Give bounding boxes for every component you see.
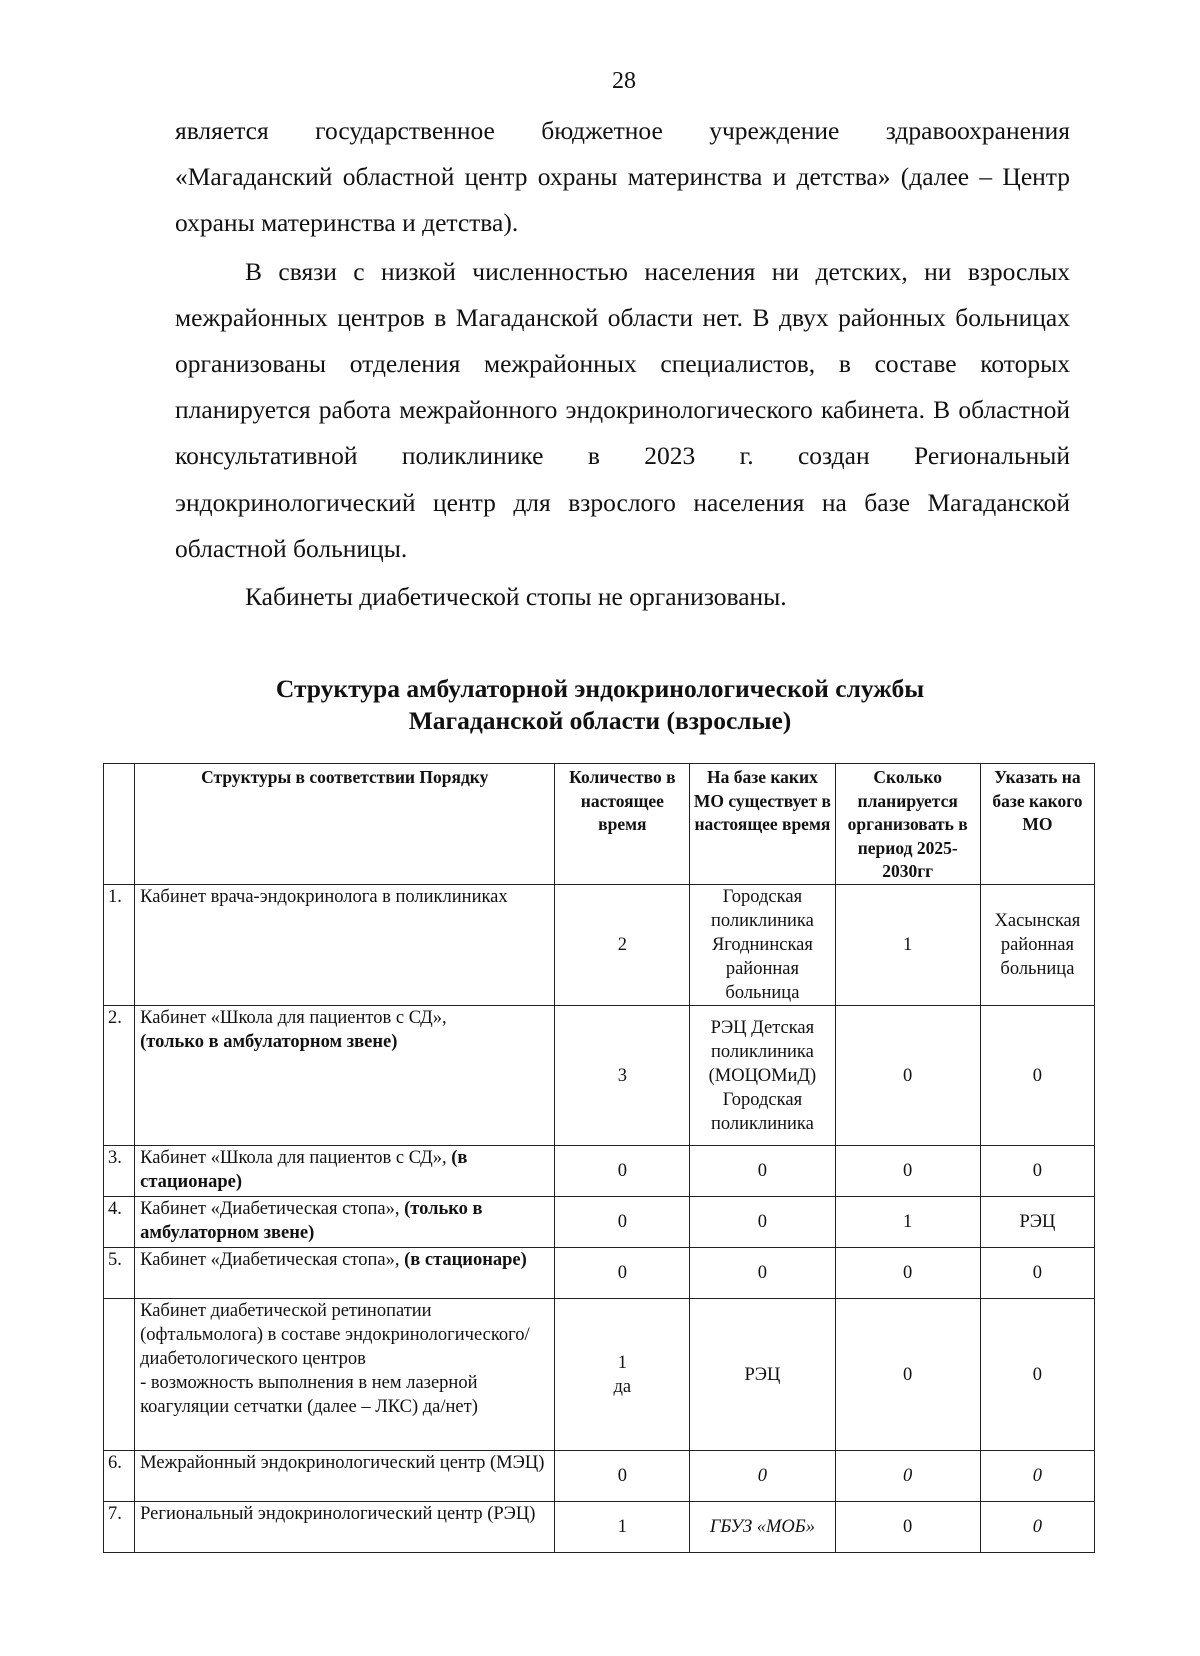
header-num [104, 764, 135, 885]
row-count: 2 [555, 885, 690, 1006]
table-header-row [104, 764, 1095, 885]
row-structure: Региональный эндокринологический центр (РЭЦ) [135, 1502, 555, 1553]
row-base-mo: ГБУЗ «МОБ» [690, 1502, 835, 1553]
row-number [104, 1299, 135, 1451]
body-text [175, 108, 1070, 620]
row-number: 1. [104, 885, 135, 1006]
table-row [104, 1006, 1095, 1146]
row-number: 3. [104, 1146, 135, 1197]
header-base-mo: На базе каких МО существует в настоящее время [690, 764, 835, 885]
row-base-mo: 0 [690, 1451, 835, 1502]
row-number: 7. [104, 1502, 135, 1553]
row-number: 2. [104, 1006, 135, 1146]
table-title-line-2: Магаданской области (взрослые) [408, 706, 792, 735]
row-base-mo: Городская поликлиника Ягоднинская районная больница [690, 885, 835, 1006]
paragraph-foot-cabinets: Кабинеты диабетической стопы не организованы. [245, 582, 787, 612]
row-structure: Межрайонный эндокринологический центр (МЭЦ) [135, 1451, 555, 1502]
row-specify: 0 [980, 1248, 1094, 1299]
row-planned: 1 [835, 1197, 980, 1248]
row-planned: 0 [835, 1006, 980, 1146]
row-planned: 0 [835, 1299, 980, 1451]
row-base-mo: РЭЦ [690, 1299, 835, 1451]
table-row [104, 1299, 1095, 1451]
row-number: 4. [104, 1197, 135, 1248]
row-base-mo: 0 [690, 1197, 835, 1248]
header-specify: Указать на базе какого МО [980, 764, 1094, 885]
row-number: 6. [104, 1451, 135, 1502]
table-title [100, 673, 1100, 737]
row-structure: Кабинет «Школа для пациентов с СД», (только в амбулаторном звене) [135, 1006, 555, 1146]
row-structure: Кабинет врача-эндокринолога в поликлиниках [135, 885, 555, 1006]
row-specify: 0 [980, 1146, 1094, 1197]
row-planned: 0 [835, 1248, 980, 1299]
row-planned: 0 [835, 1451, 980, 1502]
row-specify: Хасынская районная больница [980, 885, 1094, 1006]
row-planned: 0 [835, 1502, 980, 1553]
paragraph-centers: В связи с низкой численностью населения ни детских, ни взрослых межрайонных центров в Магаданской области нет. В двух районных больницах организованы отделения межрайонных специалистов, в составе которых планируется работа межрайонного эндокринологического кабинета. В областной консультативной поликлинике в 2023 г. создан Региональный эндокринологический центр для взрослого населения на базе Магаданской областной больницы. [175, 256, 1070, 563]
row-count: 3 [555, 1006, 690, 1146]
row-specify: 0 [980, 1299, 1094, 1451]
endocrine-structure-table [103, 763, 1095, 1553]
row-structure: Кабинет «Диабетическая стопа», (только в амбулаторном звене) [135, 1197, 555, 1248]
row-number: 5. [104, 1248, 135, 1299]
paragraph-continuation: является государственное бюджетное учреждение здравоохранения «Магаданский областной центр охраны материнства и детства» (далее – Центр охраны материнства и детства). [175, 116, 1070, 238]
row-structure: Кабинет «Школа для пациентов с СД», (в стационаре) [135, 1146, 555, 1197]
row-count: 1 [555, 1502, 690, 1553]
header-count: Количество в настоящее время [555, 764, 690, 885]
header-planned: Сколько планируется организовать в период 2025-2030гг [835, 764, 980, 885]
table-row [104, 1248, 1095, 1299]
row-base-mo: 0 [690, 1146, 835, 1197]
row-structure: Кабинет диабетической ретинопатии (офтальмолога) в составе эндокринологического/диабетологического центров - возможность выполнения в нем лазерной коагуляции сетчатки (далее – ЛКС) да/нет) [135, 1299, 555, 1451]
row-count: 0 [555, 1146, 690, 1197]
row-count: 0 [555, 1197, 690, 1248]
table-row [104, 1197, 1095, 1248]
table-row [104, 885, 1095, 1006]
row-structure: Кабинет «Диабетическая стопа», (в стационаре) [135, 1248, 555, 1299]
row-base-mo: 0 [690, 1248, 835, 1299]
row-planned: 0 [835, 1146, 980, 1197]
table-row [104, 1502, 1095, 1553]
row-count: 0 [555, 1248, 690, 1299]
row-count: 0 [555, 1451, 690, 1502]
table-row [104, 1146, 1095, 1197]
row-specify: 0 [980, 1502, 1094, 1553]
page-number: 28 [612, 68, 636, 94]
table-title-line-1: Структура амбулаторной эндокринологической службы [275, 674, 925, 703]
header-structure: Структуры в соответствии Порядку [135, 764, 555, 885]
row-planned: 1 [835, 885, 980, 1006]
row-specify: 0 [980, 1451, 1094, 1502]
row-specify: 0 [980, 1006, 1094, 1146]
row-specify: РЭЦ [980, 1197, 1094, 1248]
row-count: 1 да [555, 1299, 690, 1451]
row-base-mo: РЭЦ Детская поликлиника (МОЦОМиД) Городская поликлиника [690, 1006, 835, 1146]
table-row [104, 1451, 1095, 1502]
